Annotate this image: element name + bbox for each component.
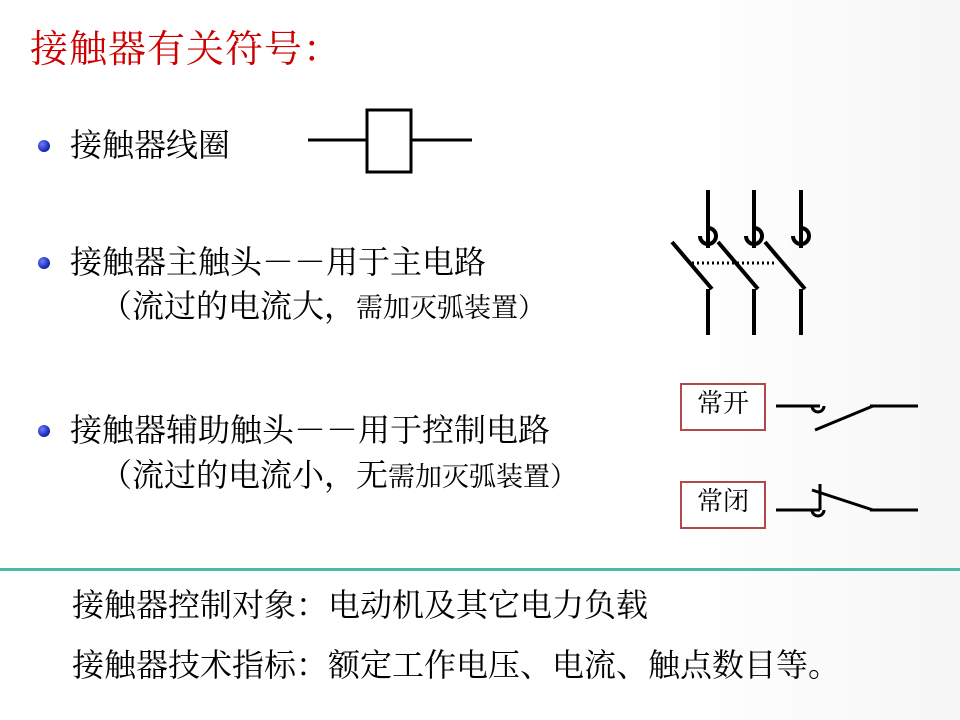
bullet-aux-contacts-text: 接触器辅助触头－－用于控制电路 [70, 411, 551, 449]
footer-control-objects: 接触器控制对象：电动机及其它电力负载 [72, 586, 649, 624]
main-contacts-note-prefix: （流过的电流大， [100, 287, 357, 325]
aux-contacts-note-small: 需加灭弧装置） [388, 462, 578, 493]
bullet-main-contacts-text: 接触器主触头－－用于主电路 [70, 243, 487, 281]
footer-technical-specs: 接触器技术指标：额定工作电压、电流、触点数目等。 [72, 646, 841, 684]
normally-open-label: 常开 [680, 383, 766, 431]
aux-contacts-note-prefix: （流过的电流小，无 [100, 456, 389, 494]
section-divider [0, 568, 960, 571]
slide-title: 接触器有关符号： [30, 27, 343, 71]
main-contacts-note-small: 需加灭弧装置） [356, 293, 546, 324]
normally-closed-label: 常闭 [680, 481, 766, 529]
bullet-coil-text: 接触器线圈 [70, 126, 231, 164]
